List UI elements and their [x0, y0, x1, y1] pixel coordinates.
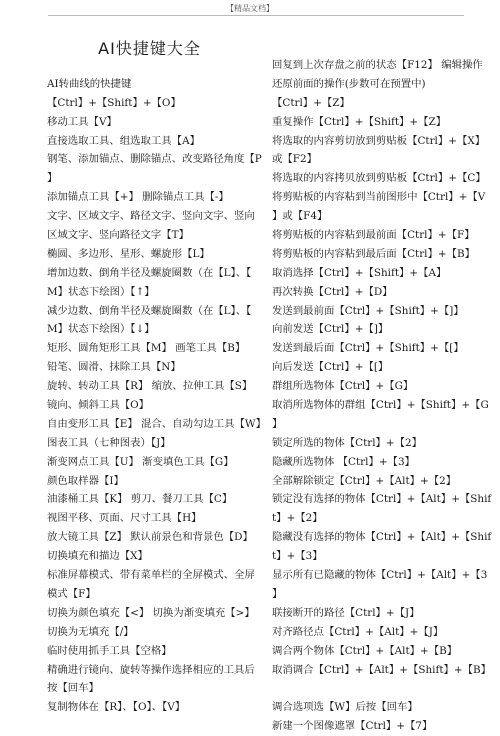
text-line: 锁定没有选择的物体【Ctrl】+【Alt】+【Shif — [272, 493, 492, 506]
text-line: t】+【3】 — [272, 550, 323, 563]
text-line — [47, 56, 277, 75]
text-line: 新建一个图像遮罩【Ctrl】+【7】 — [272, 720, 433, 733]
text-line: t】+【2】 — [272, 512, 323, 525]
text-line: 添加锚点工具【+】 删除锚点工具【-】 — [47, 191, 229, 204]
text-line: 精确进行镜向、旋转等操作选择相应的工具后 — [47, 663, 255, 676]
text-line: 按【回车】 — [47, 682, 99, 695]
text-line: 颜色取样器【I】 — [47, 474, 124, 487]
right-column — [272, 56, 500, 736]
text-line: 还原前面的操作(步数可在预置中) — [272, 77, 426, 90]
text-line: 发送到最前面【Ctrl】+【Shift】+【]】 — [272, 304, 464, 317]
text-line: 向前发送【Ctrl】+【]】 — [272, 323, 389, 336]
text-line: 】 — [47, 172, 58, 185]
text-line: 调合选项选【W】后按【回车】 — [272, 701, 418, 714]
text-line: AI转曲线的快捷键 — [47, 77, 132, 90]
text-line: 取消调合【Ctrl】+【Alt】+【Shift】+【B】 — [272, 663, 492, 676]
text-line: M】状态下绘图）【↓】 — [47, 323, 155, 336]
text-line: 回复到上次存盘之前的状态【F12】 编辑操作 — [272, 59, 483, 71]
text-line: 锁定所选的物体【Ctrl】+【2】 — [272, 436, 423, 449]
text-line: 对齐路径点【Ctrl】+【Alt】+【J】 — [272, 625, 444, 638]
text-line: 将选取的内容剪切放到剪贴板【Ctrl】+【X】 — [272, 134, 486, 147]
text-line: 椭圆、多边形、星形、螺旋形【L】 — [47, 247, 210, 260]
text-line: 】或【F4】 — [272, 210, 328, 223]
text-line: 标准屏幕模式、带有菜单栏的全屏模式、全屏 — [47, 569, 255, 582]
header-rule — [48, 15, 464, 16]
text-line: 向后发送【Ctrl】+【[】 — [272, 361, 389, 374]
text-line: 【Ctrl】+【Shift】+【O】 — [47, 96, 181, 109]
text-line: 放大镜工具【Z】 默认前景色和背景色【D】 — [47, 531, 253, 544]
text-line: 增加边数、倒角半径及螺旋圈数（在【L】、【 — [47, 266, 252, 279]
text-line: 将剪贴板的内容粘到最前面【Ctrl】+【F】 — [272, 229, 475, 242]
text-line: 临时使用抓手工具【空格】 — [47, 644, 172, 657]
text-line: 隐藏所选物体 【Ctrl】+【3】 — [272, 455, 415, 468]
text-line: 切换填充和描边【X】 — [47, 550, 148, 563]
text-line: 发送到最后面【Ctrl】+【Shift】+【[】 — [272, 342, 464, 355]
text-line: 复制物体在【R】、【O】、【V】 — [47, 701, 186, 714]
document-watermark: 【精品文档】 — [226, 4, 274, 13]
document-title: AI快捷键大全 — [98, 39, 201, 58]
text-line: 减少边数、倒角半径及螺旋圈数（在【L】、【 — [47, 304, 252, 317]
text-line: 模式【F】 — [47, 587, 96, 600]
text-line: 移动工具【V】 — [47, 115, 117, 128]
text-line: 【Ctrl】+【Z】 — [272, 96, 350, 109]
text-line: 联接断开的路径【Ctrl】+【J】 — [272, 606, 420, 619]
text-line: 将剪贴板的内容粘到最后面【Ctrl】+【B】 — [272, 247, 476, 260]
text-line: 将剪贴板的内容粘到当前图形中【Ctrl】+【V — [272, 191, 486, 204]
text-line: 镜向、倾斜工具【O】 — [47, 399, 150, 412]
text-line: 图表工具（七种图表）【J】 — [47, 436, 171, 449]
text-line: 切换为无填充【/】 — [47, 625, 134, 638]
text-line: 取消所选物体的群组【Ctrl】+【Shift】+【G — [272, 399, 489, 412]
text-line: 自由变形工具【E】 混合、自动勾边工具【W】 — [47, 417, 266, 430]
text-line: 重复操作【Ctrl】+【Shift】+【Z】 — [272, 115, 447, 128]
text-line: 全部解除锁定【Ctrl】+【Alt】+【2】 — [272, 474, 457, 487]
text-line: 群组所选物体【Ctrl】+【G】 — [272, 380, 414, 393]
text-line: 旋转、转动工具【R】 缩放、拉伸工具【S】 — [47, 380, 253, 393]
text-line: 取消选择【Ctrl】+【Shift】+【A】 — [272, 266, 447, 279]
text-line: 渐变网点工具【U】 渐变填色工具【G】 — [47, 455, 234, 468]
text-line: 钢笔、添加锚点、删除锚点、改变路径角度【P — [47, 153, 262, 166]
text-line: 】 — [272, 587, 283, 600]
text-line: 显示所有已隐藏的物体【Ctrl】+【Alt】+【3 — [272, 569, 488, 582]
text-line: 】 — [272, 417, 283, 430]
text-line: 将选取的内容拷贝放到剪贴板【Ctrl】+【C】 — [272, 172, 486, 185]
text-line: 区域文字、竖向路径文字【T】 — [47, 229, 190, 242]
text-line: 油漆桶工具【K】 剪刀、餐刀工具【C】 — [47, 493, 233, 506]
text-line: 矩形、圆角矩形工具【M】 画笔工具【B】 — [47, 342, 246, 355]
text-line: 铅笔、圆滑、抹除工具【N】 — [47, 361, 181, 374]
text-line: 隐藏没有选择的物体【Ctrl】+【Alt】+【Shif — [272, 531, 492, 544]
left-column — [47, 56, 277, 717]
text-line: 切换为颜色填充【<】 切换为渐变填充【>】 — [47, 606, 255, 619]
text-line: 直接选取工具、组选取工具【A】 — [47, 134, 200, 147]
text-line: 文字、区域文字、路径文字、竖向文字、竖向 — [47, 210, 255, 223]
text-line — [272, 679, 500, 698]
text-line: M】状态下绘图）【↑】 — [47, 285, 155, 298]
text-line: 视图平移、页面、尺寸工具【H】 — [47, 512, 202, 525]
text-line: 调合两个物体【Ctrl】+【Alt】+【B】 — [272, 644, 458, 657]
text-line: 再次转换【Ctrl】+【D】 — [272, 285, 393, 298]
text-line: 或【F2】 — [272, 153, 317, 166]
